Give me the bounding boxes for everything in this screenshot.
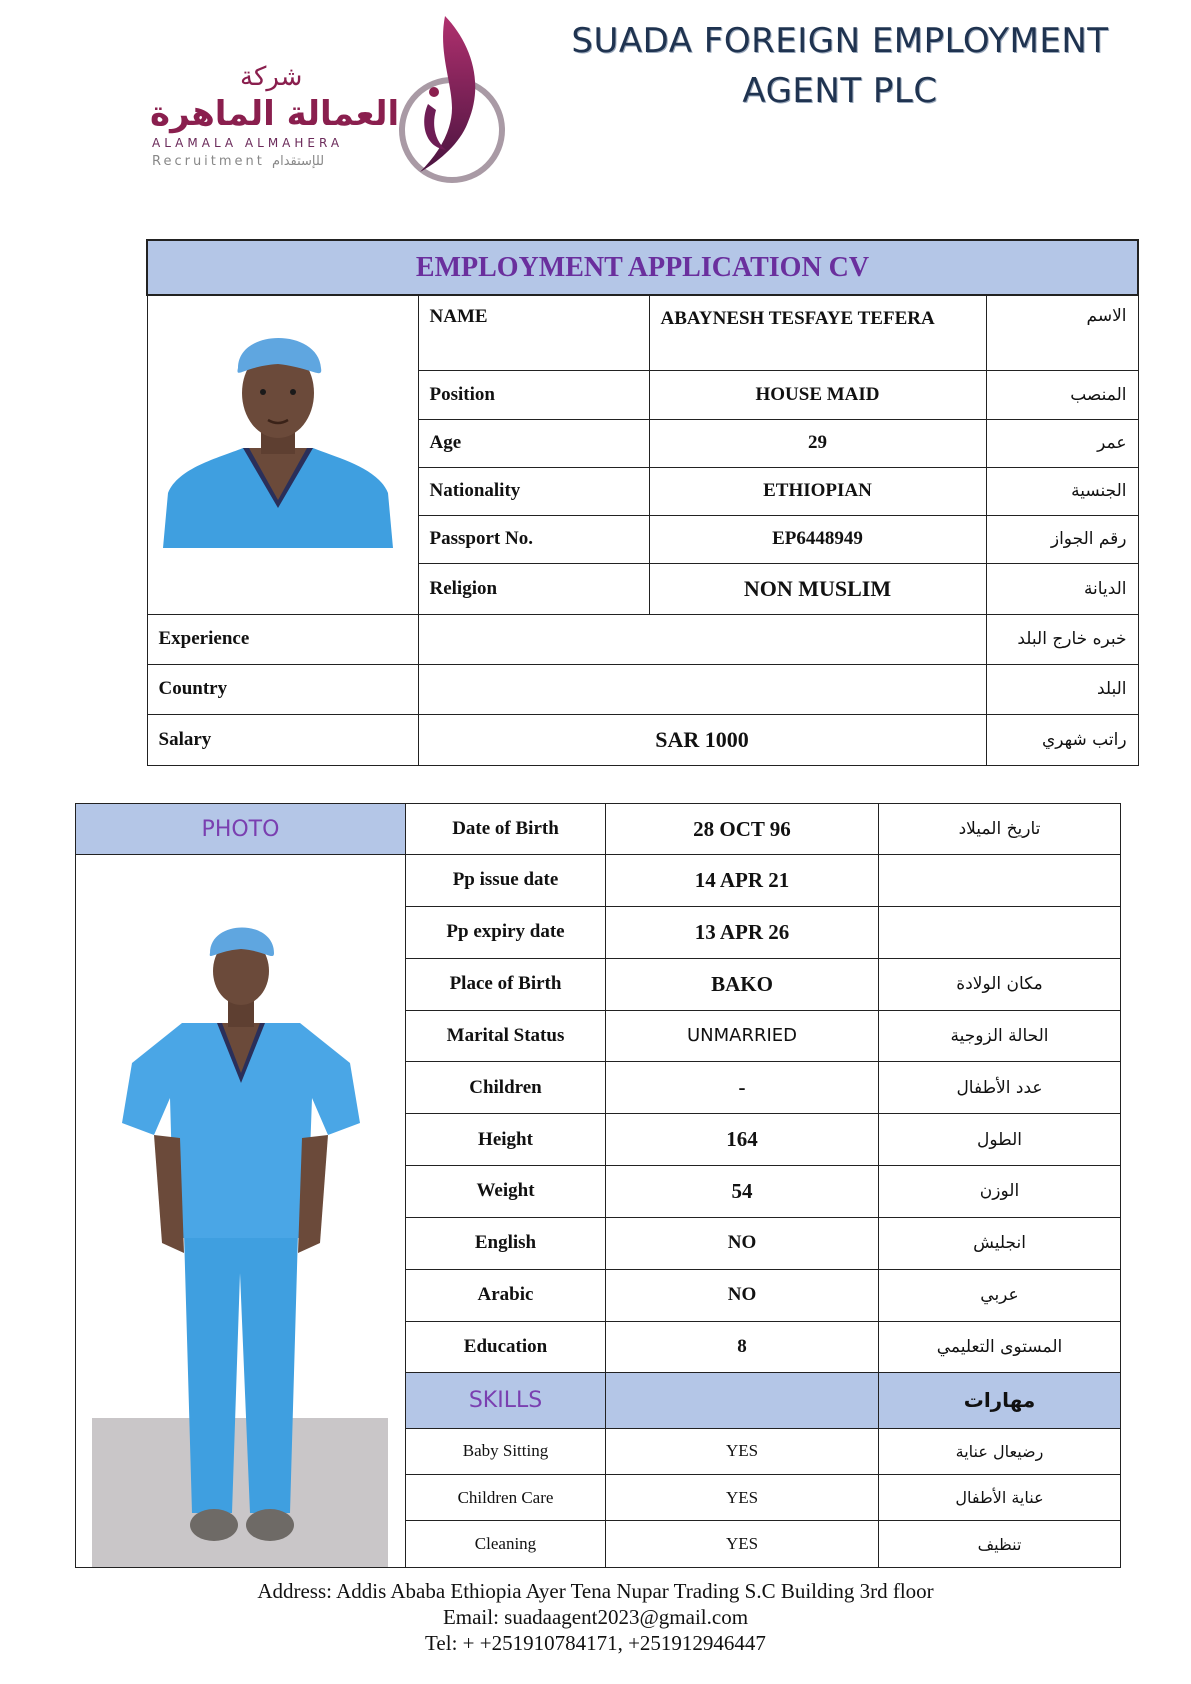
skill-label-ar: عناية الأطفال <box>879 1474 1121 1520</box>
experience-label-ar: خبره خارج البلد <box>986 614 1138 664</box>
religion-value: NON MUSLIM <box>649 563 986 614</box>
experience-value <box>418 614 986 664</box>
skill-value: YES <box>606 1428 879 1474</box>
age-value: 29 <box>649 419 986 467</box>
detail-label-ar: المستوى التعليمي <box>879 1321 1121 1373</box>
detail-label: Place of Birth <box>406 958 606 1010</box>
detail-label-ar <box>879 906 1121 958</box>
detail-label: Children <box>406 1062 606 1114</box>
skill-value: YES <box>606 1474 879 1520</box>
nationality-label: Nationality <box>418 467 649 515</box>
portrait-photo <box>163 308 393 548</box>
full-body-photo-cell <box>76 855 406 1568</box>
age-label: Age <box>418 419 649 467</box>
footer-tel: Tel: + +251910784171, +251912946447 <box>425 1631 766 1655</box>
skill-label: Children Care <box>406 1474 606 1520</box>
position-label: Position <box>418 370 649 419</box>
detail-value: NO <box>606 1269 879 1321</box>
detail-label-ar <box>879 855 1121 907</box>
religion-label: Religion <box>418 563 649 614</box>
passport-label: Passport No. <box>418 515 649 563</box>
footer <box>0 1578 1191 1656</box>
detail-label: Education <box>406 1321 606 1373</box>
detail-label-ar: عربي <box>879 1269 1121 1321</box>
application-title: EMPLOYMENT APPLICATION CV <box>147 240 1138 295</box>
detail-label: Marital Status <box>406 1010 606 1062</box>
detail-label-ar: الحالة الزوجية <box>879 1010 1121 1062</box>
detail-label: Pp issue date <box>406 855 606 907</box>
detail-value: - <box>606 1062 879 1114</box>
age-label-ar: عمر <box>986 419 1138 467</box>
logo-english-line2: Recruitment للإستقدام <box>152 154 325 169</box>
photo-header: PHOTO <box>76 804 406 855</box>
logo-english-line1: ALAMALA ALMAHERA <box>152 136 344 150</box>
detail-value: 28 OCT 96 <box>606 804 879 855</box>
detail-label-ar: الطول <box>879 1114 1121 1166</box>
application-table <box>146 239 1139 766</box>
passport-label-ar: رقم الجواز <box>986 515 1138 563</box>
detail-label-ar: تاريخ الميلاد <box>879 804 1121 855</box>
detail-value: 54 <box>606 1166 879 1218</box>
detail-label-ar: الوزن <box>879 1166 1121 1218</box>
company-name-line1: SUADA FOREIGN EMPLOYMENT <box>571 21 1109 61</box>
detail-label-ar: عدد الأطفال <box>879 1062 1121 1114</box>
full-body-photo <box>92 913 388 1567</box>
company-logo <box>150 12 510 192</box>
logo-mark-icon <box>390 12 510 192</box>
detail-label: Weight <box>406 1166 606 1218</box>
position-label-ar: المنصب <box>986 370 1138 419</box>
detail-value: 8 <box>606 1321 879 1373</box>
logo-arabic-line1: شركة <box>240 62 303 92</box>
detail-label-ar: انجليش <box>879 1217 1121 1269</box>
country-label-ar: البلد <box>986 664 1138 714</box>
position-value: HOUSE MAID <box>649 370 986 419</box>
salary-label: Salary <box>147 714 418 765</box>
salary-label-ar: راتب شهري <box>986 714 1138 765</box>
detail-value: 13 APR 26 <box>606 906 879 958</box>
detail-label: Date of Birth <box>406 804 606 855</box>
skills-header-empty <box>606 1373 879 1428</box>
detail-value: NO <box>606 1217 879 1269</box>
country-value <box>418 664 986 714</box>
name-label: NAME <box>418 295 649 370</box>
nationality-label-ar: الجنسية <box>986 467 1138 515</box>
details-table <box>75 803 1121 1568</box>
religion-label-ar: الديانة <box>986 563 1138 614</box>
nationality-value: ETHIOPIAN <box>649 467 986 515</box>
detail-value: 164 <box>606 1114 879 1166</box>
company-name <box>560 16 1120 116</box>
country-label: Country <box>147 664 418 714</box>
skill-value: YES <box>606 1521 879 1568</box>
skill-label-ar: رضيعال عناية <box>879 1428 1121 1474</box>
detail-label: English <box>406 1217 606 1269</box>
footer-email: Email: suadaagent2023@gmail.com <box>442 1605 749 1629</box>
footer-address: Address: Addis Ababa Ethiopia Ayer Tena Nupar Trading S.C Building 3rd floor <box>257 1579 934 1603</box>
detail-label: Arabic <box>406 1269 606 1321</box>
experience-label: Experience <box>147 614 418 664</box>
detail-label: Height <box>406 1114 606 1166</box>
name-label-ar: الاسم <box>986 295 1138 370</box>
skill-label-ar: تنظيف <box>879 1521 1121 1568</box>
portrait-photo-cell <box>147 295 418 614</box>
skill-label: Baby Sitting <box>406 1428 606 1474</box>
skills-header: SKILLS <box>406 1373 606 1428</box>
name-value: ABAYNESH TESFAYE TEFERA <box>649 295 986 370</box>
logo-arabic-line2: العمالة الماهرة <box>150 94 400 134</box>
detail-value: 14 APR 21 <box>606 855 879 907</box>
passport-value: EP6448949 <box>649 515 986 563</box>
detail-label: Pp expiry date <box>406 906 606 958</box>
company-name-line2: AGENT PLC <box>742 71 938 111</box>
detail-label-ar: مكان الولادة <box>879 958 1121 1010</box>
salary-value: SAR 1000 <box>418 714 986 765</box>
detail-value: UNMARRIED <box>606 1010 879 1062</box>
skills-header-ar: مهارات <box>879 1373 1121 1428</box>
skill-label: Cleaning <box>406 1521 606 1568</box>
detail-value: BAKO <box>606 958 879 1010</box>
